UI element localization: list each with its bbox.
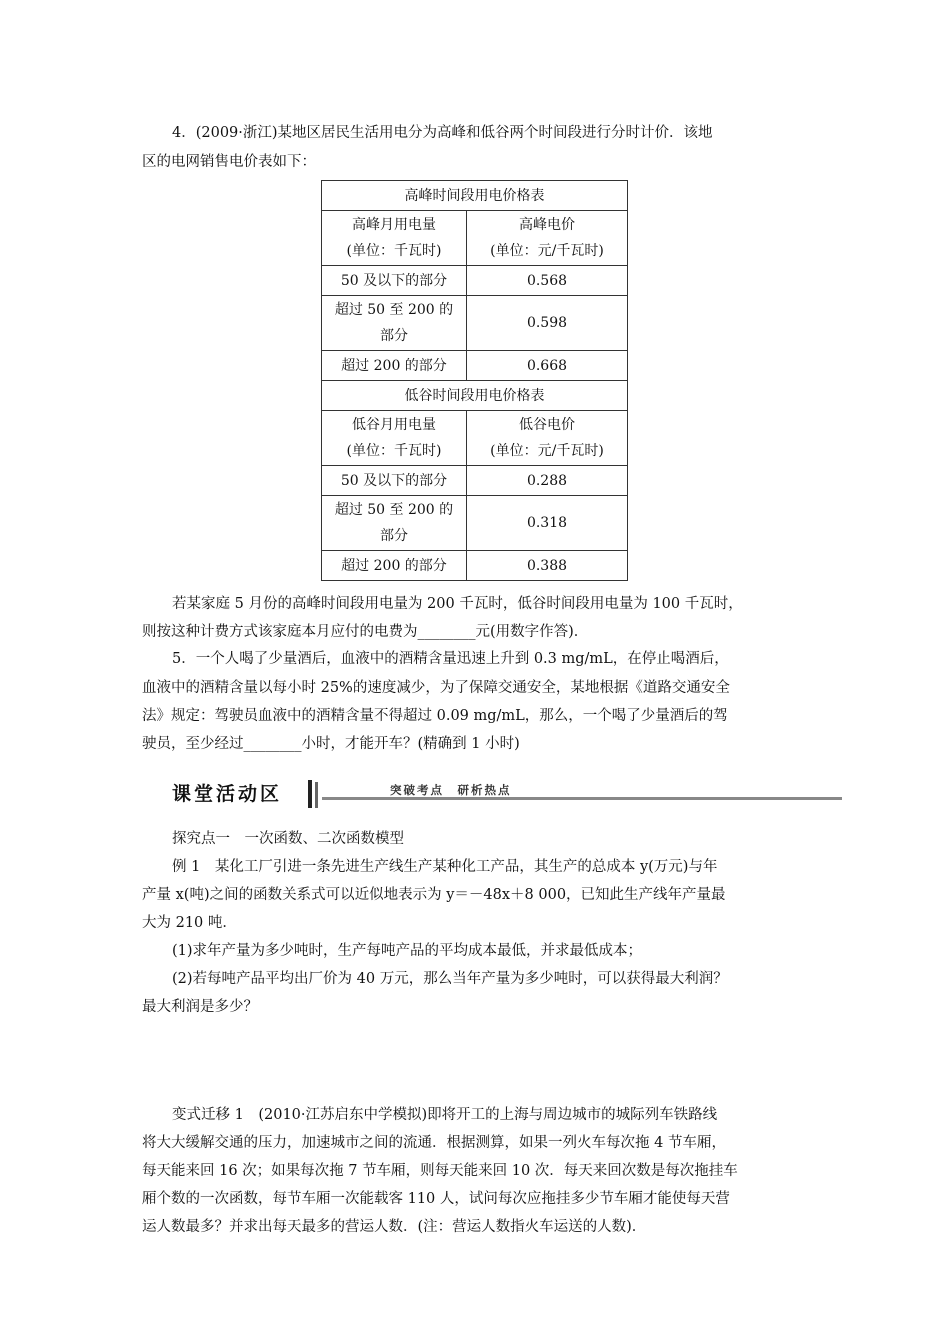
problem5-line4: 驶员，至少经过________小时，才能开车？(精确到 1 小时) xyxy=(142,736,520,752)
banner-divider xyxy=(308,780,312,808)
example1-line3: 大为 210 吨． xyxy=(142,915,237,931)
variant1-line1: 变式迁移 1 (2010·江苏启东中学模拟)即将开工的上海与周边城市的城际列车铁路线 xyxy=(172,1107,718,1123)
table-row xyxy=(322,551,628,581)
valley-range-cell: 50 及以下的部分 xyxy=(322,466,467,496)
problem4-question-line2: 则按这种计费方式该家庭本月应付的电费为________元(用数字作答)． xyxy=(142,624,589,640)
peak-range-cell: 50 及以下的部分 xyxy=(322,266,467,296)
peak-usage-header: 高峰月用电量 (单位：千瓦时) xyxy=(322,211,467,266)
banner-label: 课堂活动区 xyxy=(172,783,283,805)
peak-table-title: 高峰时间段用电价格表 xyxy=(322,181,628,211)
valley-price-cell: 0.288 xyxy=(467,466,628,496)
example1-question1: (1)求年产量为多少吨时，生产每吨产品的平均成本最低，并求最低成本； xyxy=(172,943,643,959)
section-banner xyxy=(172,780,844,810)
variant1-line4: 厢个数的一次函数，每节车厢一次能载客 110 人，试问每次应拖挂多少节车厢才能使每天营 xyxy=(142,1191,730,1207)
valley-table-title: 低谷时间段用电价格表 xyxy=(322,381,628,411)
peak-price-cell: 0.598 xyxy=(467,296,628,351)
table-row xyxy=(322,296,628,351)
example1-question2-line1: (2)若每吨产品平均出厂价为 40 万元，那么当年产量为多少吨时，可以获得最大利润？ xyxy=(172,971,728,987)
table-row xyxy=(322,266,628,296)
variant1-line3: 每天能来回 16 次；如果每次拖 7 节车厢，则每天能来回 10 次．每天来回次数是每次拖挂车 xyxy=(142,1163,738,1179)
variant1-line5: 运人数最多？并求出每天最多的营运人数．(注：营运人数指火车运送的人数)． xyxy=(142,1219,647,1235)
example1-line1: 例 1 某化工厂引进一条先进生产线生产某种化工产品，其生产的总成本 y(万元)与年 xyxy=(172,859,718,875)
problem5-line3: 法》规定：驾驶员血液中的酒精含量不得超过 0.09 mg/mL，那么，一个喝了少量酒后的驾 xyxy=(142,708,728,724)
example1-line2: 产量 x(吨)之间的函数关系式可以近似地表示为 y＝－48x＋8 000，已知此生产线年产量最 xyxy=(142,887,726,903)
problem4-line2: 区的电网销售电价表如下： xyxy=(142,154,316,170)
peak-range-cell: 超过 200 的部分 xyxy=(322,351,467,381)
banner-subtitle: 突破考点 研析热点 xyxy=(390,783,512,797)
variant1-line2: 将大大缓解交通的压力，加速城市之间的流通．根据测算，如果一列火车每次拖 4 节车厢， xyxy=(142,1135,726,1151)
valley-range-cell: 超过 50 至 200 的 部分 xyxy=(322,496,467,551)
peak-price-cell: 0.568 xyxy=(467,266,628,296)
valley-usage-header: 低谷月用电量 (单位：千瓦时) xyxy=(322,411,467,466)
problem4-line1: 4．(2009·浙江)某地区居民生活用电分为高峰和低谷两个时间段进行分时计价．该地 xyxy=(172,125,713,141)
table-row xyxy=(322,496,628,551)
problem5-line1: 5．一个人喝了少量酒后，血液中的酒精含量迅速上升到 0.3 mg/mL，在停止喝酒后， xyxy=(172,651,729,667)
valley-price-cell: 0.388 xyxy=(467,551,628,581)
valley-range-cell: 超过 200 的部分 xyxy=(322,551,467,581)
section-heading: 探究点一 一次函数、二次函数模型 xyxy=(172,831,404,847)
valley-price-cell: 0.318 xyxy=(467,496,628,551)
valley-price-header: 低谷电价 (单位：元/千瓦时) xyxy=(467,411,628,466)
problem4-question-line1: 若某家庭 5 月份的高峰时间段用电量为 200 千瓦时，低谷时间段用电量为 100 千瓦时， xyxy=(172,596,743,612)
problem5-line2: 血液中的酒精含量以每小时 25%的速度减少，为了保障交通安全，某地根据《道路交通安全 xyxy=(142,680,730,696)
electricity-price-table xyxy=(321,180,628,581)
peak-price-cell: 0.668 xyxy=(467,351,628,381)
table-row xyxy=(322,466,628,496)
table-row xyxy=(322,351,628,381)
peak-range-cell: 超过 50 至 200 的 部分 xyxy=(322,296,467,351)
banner-divider xyxy=(315,782,318,808)
peak-price-header: 高峰电价 (单位：元/千瓦时) xyxy=(467,211,628,266)
example1-question2-line2: 最大利润是多少？ xyxy=(142,999,258,1015)
